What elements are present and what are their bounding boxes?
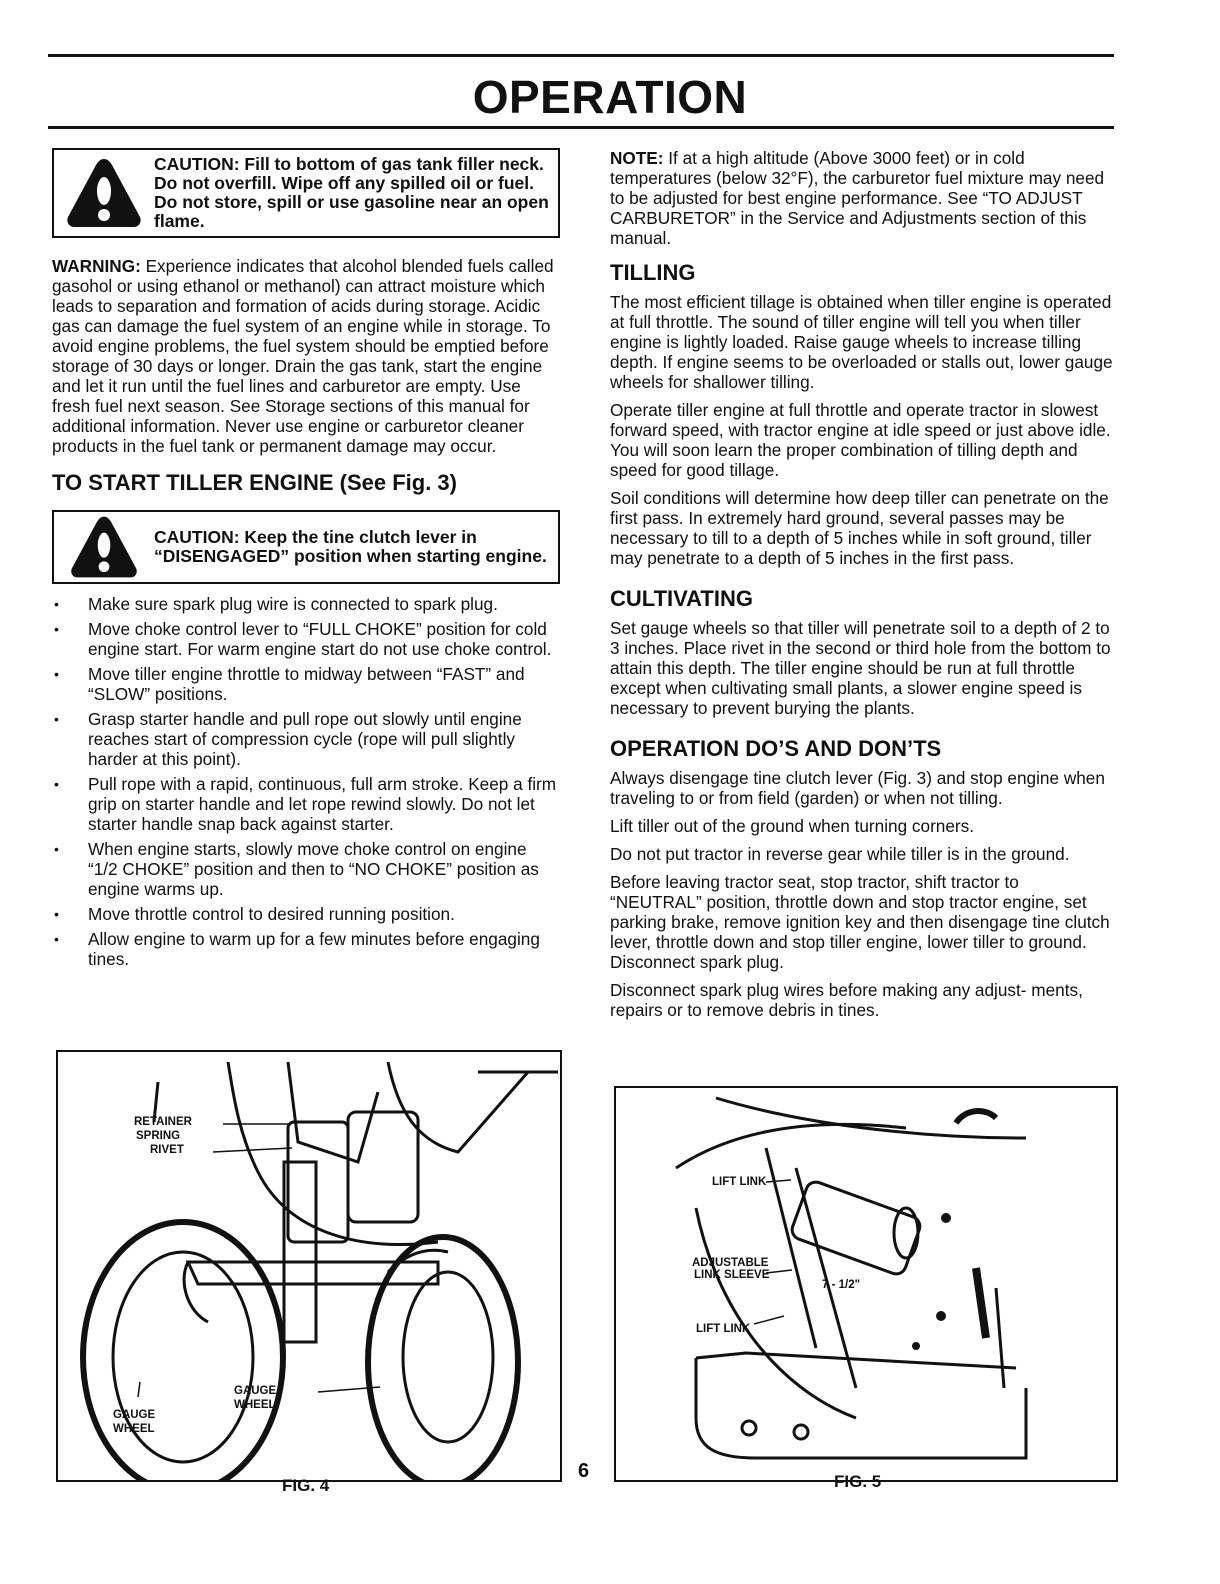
list-item: • Move choke control lever to “FULL CHOKE” position for cold engine start. For warm engine start do not use choke control. xyxy=(52,619,560,659)
label-adjustable-link-sleeve: LINK SLEEVE xyxy=(694,1269,770,1281)
cultivating-heading: CULTIVATING xyxy=(610,586,753,611)
title-underline xyxy=(48,126,1114,129)
figure-4-gauge-wheels xyxy=(56,1050,562,1482)
label-lift-link-bottom: LIFT LINK xyxy=(696,1323,751,1335)
list-item: • Move tiller engine throttle to midway between “FAST” and “SLOW” positions. xyxy=(52,664,560,704)
note-text: If at a high altitude (Above 3000 feet) or in cold temperatures (below 32°F), the carburetor fuel mixture may need to be adjusted for best engine performance. See “TO ADJUST CARBURETOR” in the Service and Adjustments section of this manual. xyxy=(610,148,1105,248)
list-item: • Grasp starter handle and pull rope out slowly until engine reaches start of compression cycle (rope will pull slightly harder at this point). xyxy=(52,709,560,769)
dos-paragraph-1: Always disengage tine clutch lever (Fig. 3) and stop engine when traveling to or from field (garden) or when not tilling. xyxy=(610,768,1105,808)
label-rivet: RIVET xyxy=(150,1144,184,1156)
tilling-paragraph-1: The most efficient tillage is obtained when tiller engine is operated at full throttle. The sound of tiller engine will tell you when tiller engine is lightly loaded. Raise gauge wheels to increase tilling depth. If engine seems to be overloaded or stalls out, lower gauge wheels for shallower tilling. xyxy=(610,292,1113,392)
dos-and-donts-heading: OPERATION DO’S AND DON’TS xyxy=(610,736,942,761)
dos-paragraph-3: Do not put tractor in reverse gear while tiller is in the ground. xyxy=(610,844,1070,864)
label-dimension: 7 - 1/2" xyxy=(822,1279,861,1291)
start-engine-heading: TO START TILLER ENGINE (See Fig. 3) xyxy=(52,470,457,495)
warning-paragraph xyxy=(52,256,560,456)
dos-paragraph-5: Disconnect spark plug wires before making any adjust- ments, repairs or to remove debris in tines. xyxy=(610,980,1083,1020)
warning-triangle-icon xyxy=(54,513,154,581)
tilling-heading: TILLING xyxy=(610,260,696,285)
page-number: 6 xyxy=(578,1460,590,1482)
note-label: NOTE: xyxy=(610,148,664,168)
list-item: • Make sure spark plug wire is connected to spark plug. xyxy=(52,594,560,614)
warning-triangle-icon xyxy=(54,155,154,231)
label-gauge-wheel-left: WHEEL xyxy=(113,1423,155,1435)
label-spring: SPRING xyxy=(136,1130,181,1142)
dos-paragraph-4: Before leaving tractor seat, stop tractor, shift tractor to “NEUTRAL” position, throttle down and stop tractor engine, set parking brake, remove ignition key and then disengage tine clutch lever, throttle down and stop tiller engine, lower tiller to ground. Disconnect spark plug. xyxy=(610,872,1110,972)
cultivating-paragraph: Set gauge wheels so that tiller will penetrate soil to a depth of 2 to 3 inches. Place rivet in the second or third hole from the bottom to attain this depth. The tiller engine should be run at full throttle except when cultivating small plants, a slower engine speed is necessary to prevent burying the plants. xyxy=(610,618,1111,718)
figure-5-lift-link xyxy=(614,1086,1118,1482)
list-item: • When engine starts, slowly move choke control on engine “1/2 CHOKE” position and then to “NO CHOKE” position as engine warms up. xyxy=(52,839,560,899)
label-lift-link-top: LIFT LINK xyxy=(712,1176,767,1188)
note-paragraph xyxy=(610,148,1114,248)
tilling-paragraph-2: Operate tiller engine at full throttle and operate tractor in slowest forward speed, with tractor engine at idle speed or just above idle. You will soon learn the proper combination of tilling depth and speed for good tillage. xyxy=(610,400,1111,480)
caution-text: CAUTION: Fill to bottom of gas tank filler neck. Do not overfill. Wipe off any spilled oil or fuel. Do not store, spill or use gasoline near an open flame. xyxy=(154,154,549,231)
figure-5-caption: FIG. 5 xyxy=(834,1472,882,1491)
label-retainer: RETAINER xyxy=(134,1116,192,1128)
lift-link-illustration xyxy=(616,1088,1116,1480)
top-rule xyxy=(48,54,1114,57)
caution-text: CAUTION: Keep the tine clutch lever in “DISENGAGED” position when starting engine. xyxy=(154,527,547,566)
dos-paragraph-2: Lift tiller out of the ground when turning corners. xyxy=(610,816,975,836)
label-gauge-wheel-left: GAUGE xyxy=(113,1409,156,1421)
caution-box-fuel xyxy=(52,148,560,238)
left-column xyxy=(52,148,560,974)
label-adjustable-link-sleeve: ADJUSTABLE xyxy=(692,1257,769,1269)
list-item: • Pull rope with a rapid, continuous, full arm stroke. Keep a firm grip on starter handle and let rope rewind slowly. Do not let starter handle snap back against starter. xyxy=(52,774,560,834)
warning-text: Experience indicates that alcohol blended fuels called gasohol or using ethanol or methanol) can attract moisture which leads to separation and formation of acids during storage. Acidic gas can damage the fuel system of an engine while in storage. To avoid engine problems, the fuel system should be emptied before storage of 30 days or longer. Drain the gas tank, start the engine and let it run until the fuel lines and carburetor are empty. Use fresh fuel next season. See Storage sections of this manual for additional information. Never use engine or carburetor cleaner products in the fuel tank or permanent damage may occur. xyxy=(52,256,554,456)
list-item: • Move throttle control to desired running position. xyxy=(52,904,560,924)
start-steps-list xyxy=(52,594,560,969)
label-gauge-wheel-right: GAUGE xyxy=(234,1385,277,1397)
tilling-paragraph-3: Soil conditions will determine how deep tiller can penetrate on the first pass. In extremely hard ground, several passes may be necessary to till to a depth of 5 inches while in soft ground, tiller may penetrate to a depth of 5 inches in the first pass. xyxy=(610,488,1109,568)
caution-box-clutch xyxy=(52,510,560,584)
list-item: • Allow engine to warm up for a few minutes before engaging tines. xyxy=(52,929,560,969)
gauge-wheel-illustration xyxy=(58,1052,560,1480)
warning-label: WARNING: xyxy=(52,256,141,276)
right-column xyxy=(610,148,1114,1020)
page-title: OPERATION xyxy=(472,71,748,123)
figure-4-caption: FIG. 4 xyxy=(282,1476,330,1495)
label-gauge-wheel-right: WHEEL xyxy=(234,1399,276,1411)
